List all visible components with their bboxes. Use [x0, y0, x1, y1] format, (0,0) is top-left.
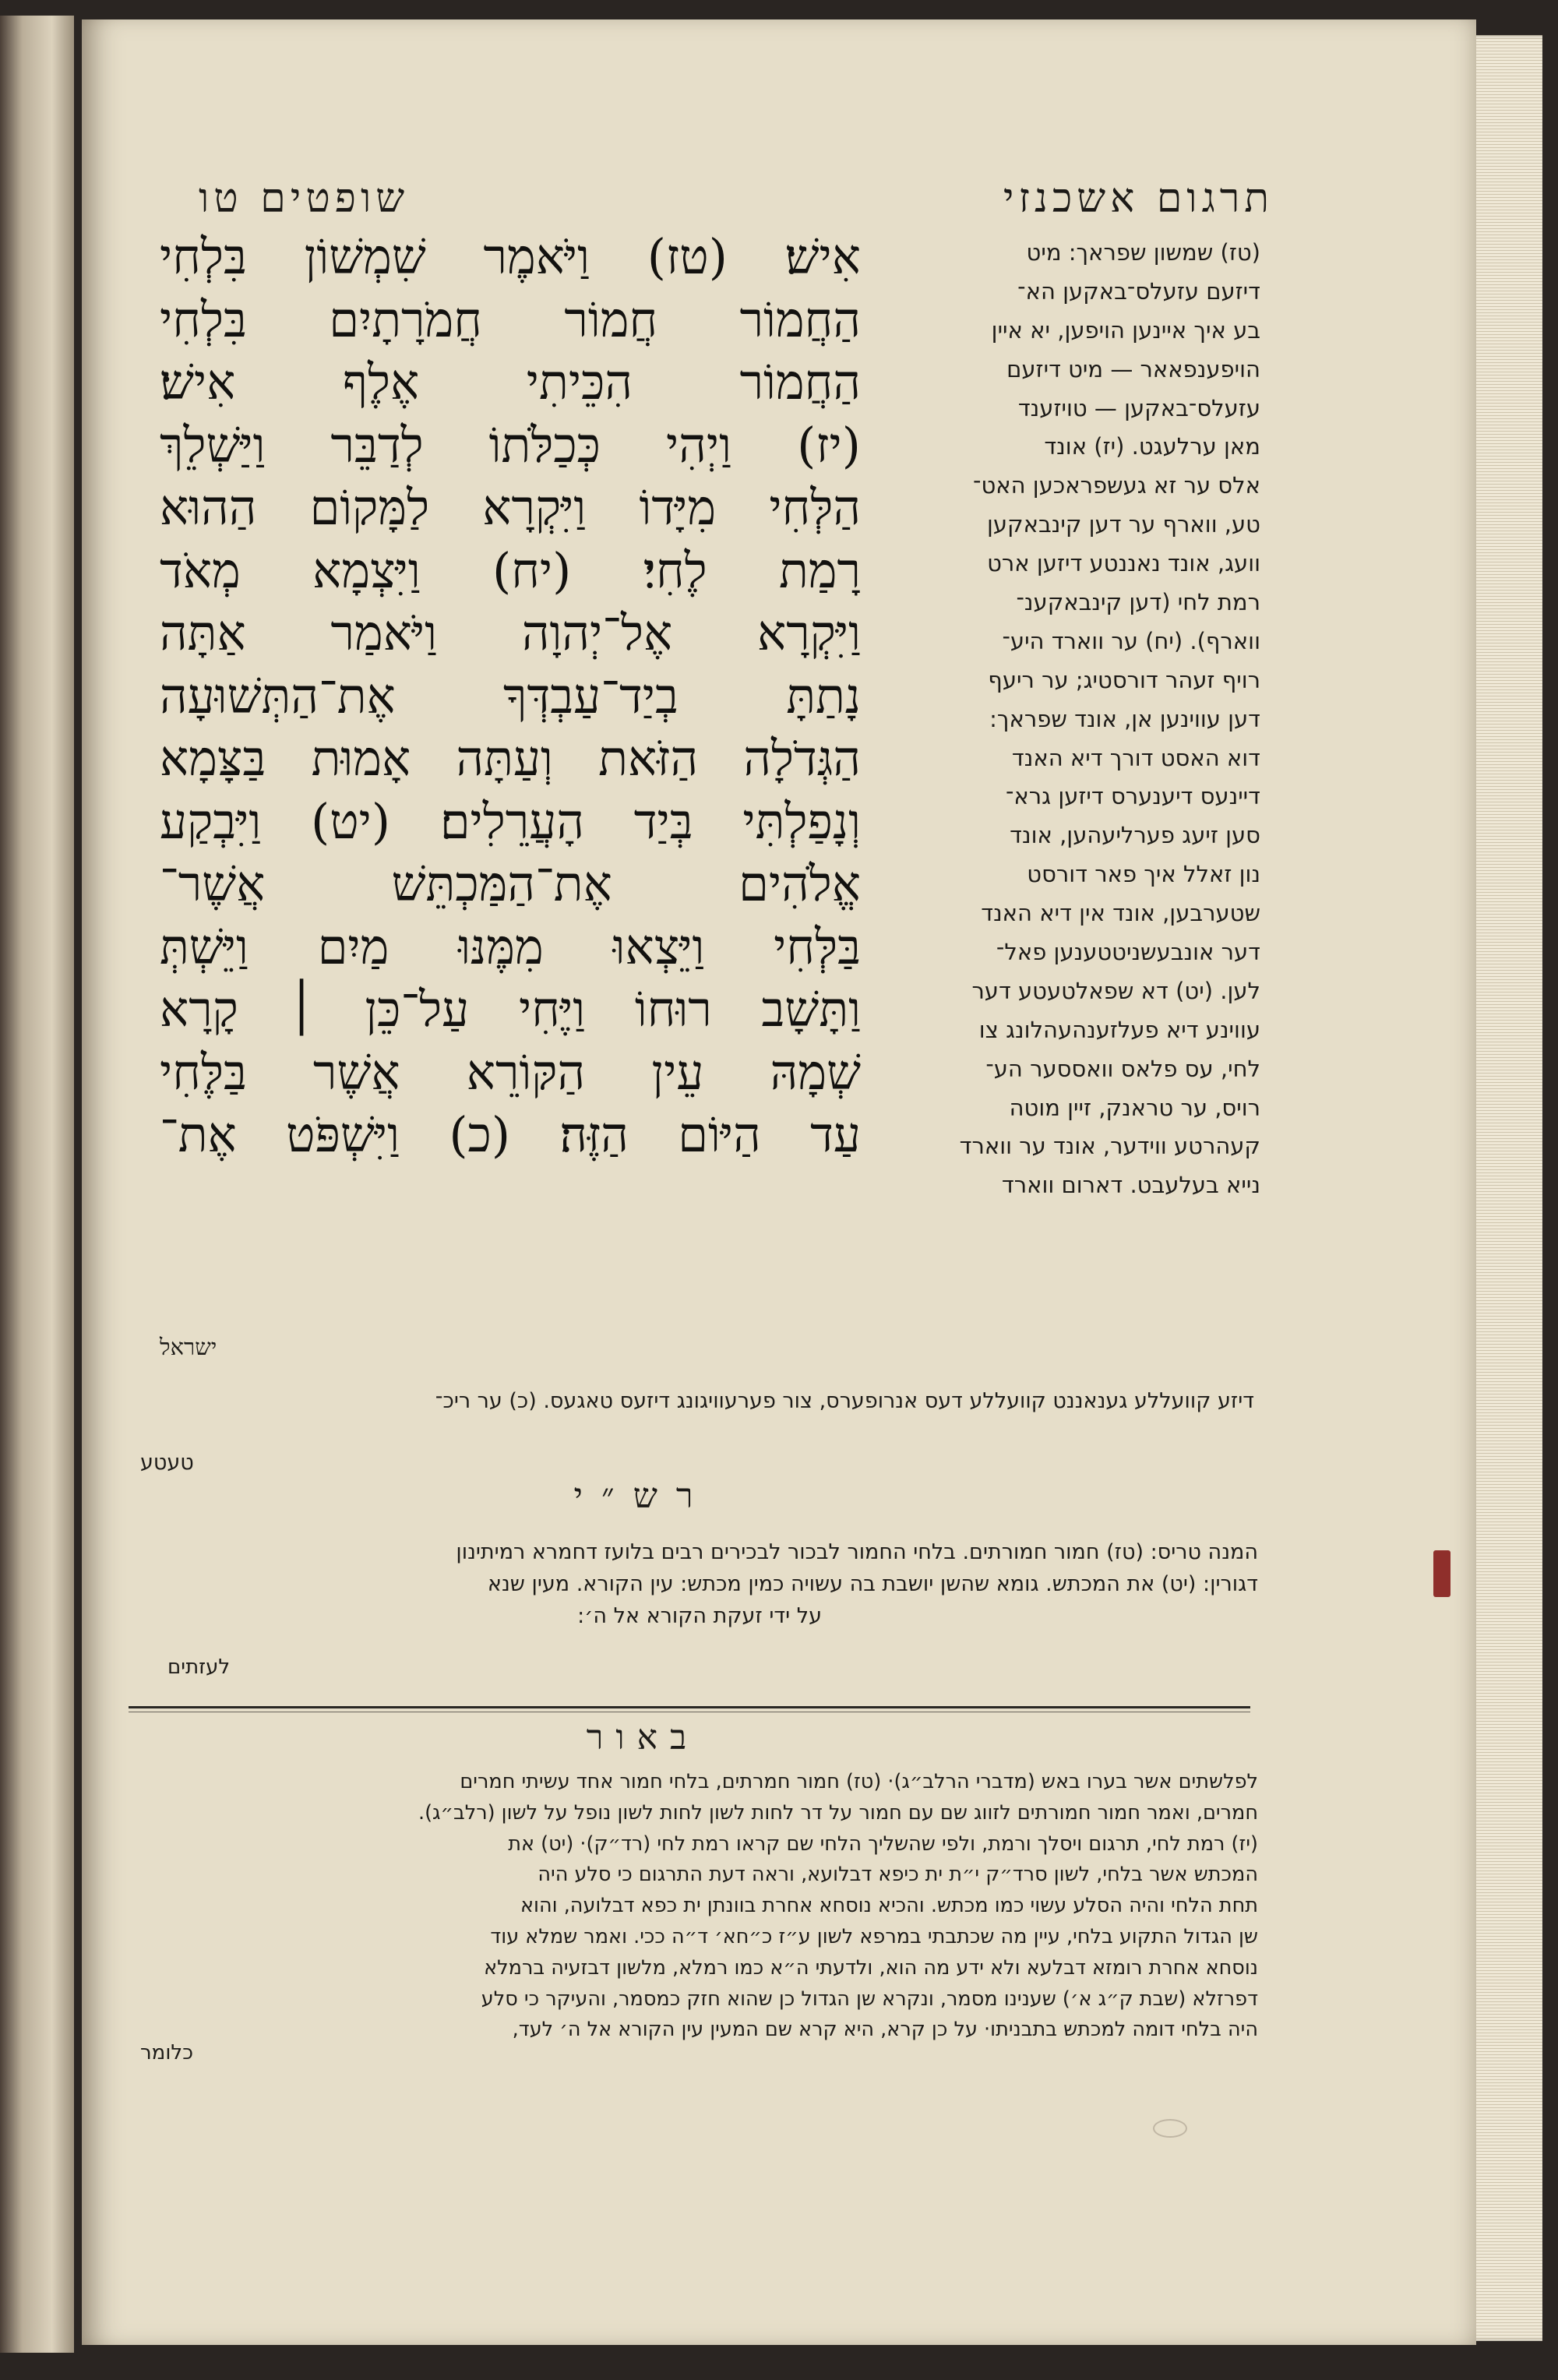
targum-line: הויפענפאאר — מיט דיזעם — [1006, 355, 1260, 383]
rashi-commentary — [129, 1536, 1258, 1632]
biur-line: תחת הלחי והיה הסלע עשוי כמו מכתש. והכיא נוסחא אחרת בוונתן ית כפא דבלועה, והוא — [520, 1894, 1258, 1918]
biur-line: היה בלחי דומה למכתש בתבניתו· על כן קרא, היא קרא שם המעין עין הקורא אל ה׳ לעד, — [512, 2018, 1258, 2042]
targum-line: (טז) שמשון שפראך: מיט — [1026, 239, 1260, 266]
targum-line: דיזעם עזעלס־באקען הא־ — [1017, 277, 1260, 305]
biur-line: שן הגדול התקוע בלחי, עיין מה שכתבתי במרפא לשון ע״ז כ״חא׳ ד״ה ככי. ואמר שמלא עוד — [490, 1924, 1258, 1948]
rashi-line: המנה טריס: (טז) חמור חמורתים. בלחי החמור לבכור לבכירים רבים בלועז דחמרא רמיתינון — [456, 1540, 1258, 1564]
verse-line: הַלְּחִי מִיָּדוֹ וַיִּקְרָא לַמָּקוֹם הַהוּא — [160, 479, 861, 536]
left-page-edge — [0, 16, 74, 2353]
bookmark-ribbon — [1433, 1550, 1450, 1597]
targum-line: דוא האסט דורך דיא האנד — [1011, 744, 1260, 771]
rashi-line: על ידי זעקת הקורא אל ה׳: — [577, 1604, 822, 1628]
targum-line: דען עווינען אן, אונד שפראך: — [989, 705, 1260, 732]
verse-line: וַתָּשָׁב רוּחוֹ וַיֶּחִי עַל־כֵּן ׀ קָרָא — [160, 981, 861, 1038]
catchword-rashi: לעזתים — [167, 1655, 231, 1679]
targum-line: מאן ערלעגט. (יז) אונד — [1044, 433, 1260, 460]
section-divider — [129, 1706, 1250, 1708]
catchword-targum: טעטע — [140, 1451, 194, 1475]
verse-line: וַיִּקְרָא אֶל־יְהוָה וַיֹּאמַר אַתָּה — [160, 605, 861, 661]
biblical-text-column — [160, 226, 861, 1356]
verse-line: וְנָפַלְתִּי בְּיַד הָעֲרֵלִים׃ (יט) וַיִּבְקַע — [160, 792, 861, 850]
targum-line: קעהרטע ווידער, אונד ער ווארד — [959, 1133, 1260, 1160]
targum-line: רמת לחי (דען קינבאקענ־ — [1016, 589, 1260, 616]
verse-line: רָמַת לֶחִי׃ (יח) וַיִּצְמָא מְאֹד — [160, 541, 861, 599]
targum-column — [887, 234, 1260, 1379]
targum-line: דער אונבעשניטטענען פאל־ — [996, 939, 1260, 966]
verse-line: (יז) וַיְהִי כְּכַלֹּתוֹ לְדַבֵּר וַיַּשְׁלֵךְ — [160, 416, 861, 474]
rashi-line: דגורין: (יט) את המכתש. גומא שהשן יושבת בה עשויה כמין מכתש: עין הקורא. מעין שנא — [487, 1572, 1258, 1596]
verse-line: נָתַתָּ בְיַד־עַבְדְּךָ אֶת־הַתְּשׁוּעָה — [160, 667, 861, 725]
targum-line: וועג, אונד נאננטע דיזען ארט — [987, 550, 1260, 577]
biur-line: לפלשתים אשר בערו באש (מדברי הרלב״ג)· (טז) חמור חמרתים, בלחי חמור אחד עשיתי חמרים — [460, 1770, 1258, 1793]
running-header-targum: תרגום אשכנזי — [1003, 175, 1274, 222]
targum-line: נייא בעלעבט. דארום ווארד — [1001, 1172, 1260, 1199]
targum-line: נון זאלל איך פאר דורסט — [1027, 861, 1260, 888]
biur-commentary — [129, 1767, 1258, 2046]
verse-line: בַּלְּחִי וַיֵּצְאוּ מִמֶּנּוּ מַיִם וַיֵּשְׁתְּ — [160, 918, 861, 975]
targum-line: בע איך איינען הויפען, יא איין — [991, 316, 1260, 344]
targum-line: עווינע דיא פעלזענהעהלונג צו — [978, 1016, 1260, 1043]
verse-line: הַגְּדֹלָה הַזֹּאת וְעַתָּה אָמוּת בַּצָּמָא — [160, 730, 861, 787]
verse-line: עַד הַיּוֹם הַזֶּה׃ (כ) וַיִּשְׁפֹּט אֶת־ — [160, 1106, 861, 1163]
catchword-main: ישראל — [160, 1334, 217, 1360]
verse-line: אֱלֹהִים אֶת־הַמַּכְתֵּשׁ אֲשֶׁר־ — [160, 855, 861, 912]
biur-line: המכתש אשר בלחי, לשון סרד״ק י״ת ית כיפא דבלועא, וראה דעת התרגום כי סלע היה — [538, 1863, 1258, 1887]
targum-line: עזעלס־באקען — טויזענד — [1017, 394, 1260, 421]
verse-line: הַחֲמוֹר הִכֵּיתִי אֶלֶף אִישׁ׃ — [160, 354, 861, 411]
verse-line: אִישׁ׃ (טז) וַיֹּאמֶר שִׁמְשׁוֹן בִּלְחִי — [160, 228, 861, 285]
biur-heading: באור — [586, 1718, 700, 1758]
verse-line: הַחֲמוֹר חֲמוֹר חֲמֹרָתָיִם בִּלְחִי — [160, 291, 861, 348]
library-stamp-mark — [1153, 2119, 1187, 2138]
targum-line: ווארף). (יח) ער ווארד היע־ — [1002, 627, 1260, 654]
targum-line: רויף זעהר דורסטיג; ער ריעף — [988, 666, 1260, 693]
biur-line: דפרזלא (שבת ק״ג א׳) שענינו מסמר, ונקרא שן הגדול כן שהוא חזק כמסמר, והעיקר כי סלע — [481, 1987, 1258, 2011]
biur-line: נוסחא אחרת רומזא דבלעא ולא ידע מה הוא, ולדעתי ה״א כמו רמלא, מלשון דבזעיה ברמלא — [484, 1955, 1258, 1980]
targum-line: דיינעס דיענערס דיזען גרא־ — [1005, 783, 1260, 810]
rashi-heading: רש״י — [573, 1476, 712, 1516]
targum-line: סען זיעג פערליעהען, אונד — [1010, 822, 1260, 849]
targum-line: רויס, ער טראנק, זיין מוטה — [1009, 1094, 1260, 1121]
targum-line: לחי, עס פלאס וואססער הע־ — [985, 1055, 1260, 1082]
catchword-biur: כלומר — [140, 2041, 193, 2064]
verse-line: שְׁמָהּ עֵין הַקּוֹרֵא אֲשֶׁר בַּלֶּחִי — [160, 1043, 861, 1101]
biur-line: (יז) רמת לחי, תרגום ויסלך ורמת, ולפי שהשליך הלחי שם קראו רמת לחי (רד״ק)· (יט) את — [508, 1832, 1258, 1856]
biur-line: חמרים, ואמר חמור חמורתים לזווג שם עם חמור על דר לחות לשון לחות לשון נופל על לשון (רלב״ג). — [418, 1800, 1258, 1825]
targum-line: שטערבען, אונד אין דיא האנד — [981, 900, 1260, 927]
targum-line: טע, ווארף ער דען קינבאקען — [986, 511, 1260, 538]
targum-line: אלס ער זא געשפראכען האט־ — [972, 472, 1260, 499]
targum-line: לען. (יט) דא שפאלטעטע דער — [971, 977, 1260, 1004]
targum-continuation-line: דיזע קוועללע גענאננט קוועללע דעס אנרופערס, צור פערעוויגונג דיזעס טאגעס. (כ) ער ריכ־ — [435, 1389, 1254, 1413]
running-header-book: שופטים טו — [199, 175, 410, 222]
